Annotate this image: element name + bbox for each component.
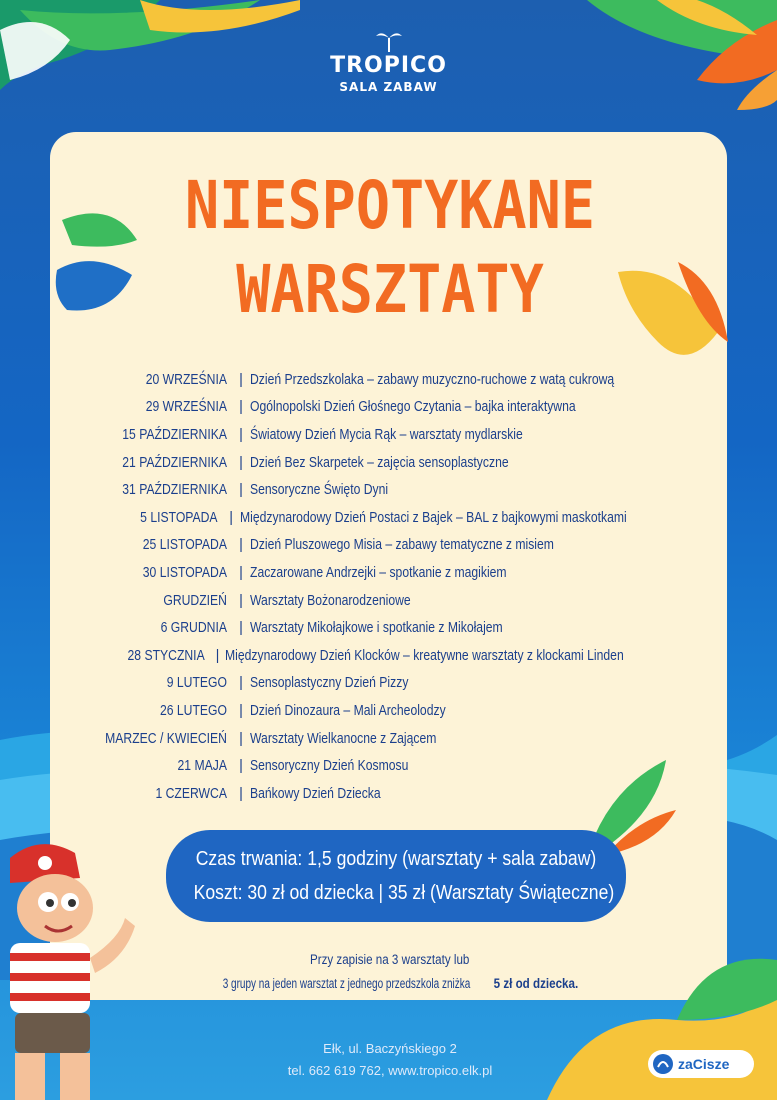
schedule-separator: | [239,537,243,554]
schedule-row [60,559,700,587]
schedule-date: 6 GRUDNIA [160,620,227,637]
schedule-date: 25 LISTOPADA [142,537,227,554]
schedule-row [60,642,700,670]
schedule-row [60,752,700,780]
schedule-row [60,366,700,394]
schedule-date: 1 CZERWCA [155,785,227,802]
schedule-event: Dzień Dinozaura – Mali Archeolodzy [250,702,446,719]
schedule-row [60,394,700,422]
schedule-date: GRUDZIEŃ [163,592,227,609]
schedule-event: Ogólnopolski Dzień Głośnego Czytania – bajka interaktywna [250,399,576,416]
schedule-row [60,697,700,725]
schedule-separator: | [239,482,243,499]
sponsor-name: zaCisze [678,1056,730,1072]
workshop-schedule [60,366,700,808]
schedule-separator: | [239,454,243,471]
duration-text: Czas trwania: 1,5 godziny (warsztaty + sala zabaw) [195,848,597,870]
schedule-event: Dzień Pluszowego Misia – zabawy tematyczne z misiem [250,537,554,554]
brand-name: TROPICO [330,53,447,78]
schedule-date: 21 MAJA [177,758,227,775]
monstera-leaf-decoration [52,200,142,330]
promo-discount: 5 zł od dziecka. [493,976,578,991]
schedule-separator: | [239,758,243,775]
schedule-separator: | [239,675,243,692]
schedule-event: Warsztaty Wielkanocne z Zającem [250,730,437,747]
schedule-date: MARZEC / KWIECIEŃ [105,730,227,747]
contact-text: tel. 662 619 762, www.tropico.elk.pl [287,1063,493,1078]
schedule-row [60,670,700,698]
schedule-separator: | [239,371,243,388]
schedule-event: Międzynarodowy Dzień Postaci z Bajek – BAL z bajkowymi maskotkami [239,509,627,526]
schedule-event: Dzień Przedszkolaka – zabawy muzyczno-ruchowe z watą cukrową [250,371,615,388]
schedule-date: 15 PAŹDZIERNIKA [122,426,227,443]
schedule-date: 31 PAŹDZIERNIKA [122,482,227,499]
schedule-event: Dzień Bez Skarpetek – zajęcia sensoplastyczne [250,454,509,471]
palm-tree-icon [374,30,404,52]
schedule-separator: | [215,647,220,664]
brand-logo [0,30,777,94]
brand-subtitle: SALA ZABAW [339,80,438,94]
schedule-separator: | [239,592,243,609]
schedule-row [60,421,700,449]
schedule-row [60,476,700,504]
schedule-event: Warsztaty Bożonarodzeniowe [250,592,411,609]
schedule-event: Sensoryczne Święto Dyni [250,482,389,499]
address-text: Ełk, ul. Baczyńskiego 2 [323,1041,457,1056]
schedule-row [60,449,700,477]
info-bubble [166,830,626,922]
schedule-event: Światowy Dzień Mycia Rąk – warsztaty mydlarskie [250,426,523,443]
schedule-row [60,532,700,560]
schedule-row [60,587,700,615]
cost-text: Koszt: 30 zł od dziecka | 35 zł (Warsztaty Świąteczne) [193,882,615,904]
schedule-date: 20 WRZEŚNIA [145,371,227,388]
schedule-row [60,614,700,642]
schedule-row [60,780,700,808]
schedule-separator: | [229,509,233,526]
schedule-event: Międzynarodowy Dzień Klocków – kreatywne warsztaty z klockami Linden [225,647,625,664]
sponsor-logo [648,1050,754,1078]
promo-line1 [130,952,650,967]
schedule-date: 9 LUTEGO [166,675,227,692]
promo-text-2: 3 grupy na jeden warsztat z jednego przedszkola zniżka [222,976,470,991]
pirate-child-illustration [0,838,160,1100]
schedule-event: Sensoryczny Dzień Kosmosu [250,758,409,775]
schedule-separator: | [239,426,243,443]
schedule-row [60,504,700,532]
schedule-separator: | [239,564,243,581]
schedule-event: Sensoplastyczny Dzień Pizzy [250,675,409,692]
sponsor-emblem-icon [652,1053,674,1075]
promo-line2 [130,976,650,991]
schedule-separator: | [239,702,243,719]
schedule-separator: | [239,620,243,637]
poster-title-line2: WARSZTATY [236,251,544,328]
poster-title-line1: NIESPOTYKANE [184,167,596,244]
schedule-row [60,725,700,753]
schedule-date: 26 LUTEGO [159,702,227,719]
schedule-date: 28 STYCZNIA [127,647,205,664]
schedule-separator: | [239,785,243,802]
promo-text-1: Przy zapisie na 3 warsztaty lub [310,952,470,967]
schedule-date: 30 LISTOPADA [142,564,227,581]
schedule-event: Bańkowy Dzień Dziecka [250,785,381,802]
schedule-separator: | [239,399,243,416]
schedule-date: 29 WRZEŚNIA [145,399,227,416]
yellow-leaf-decoration [618,262,728,382]
schedule-date: 5 LISTOPADA [140,509,218,526]
schedule-date: 21 PAŹDZIERNIKA [122,454,227,471]
schedule-event: Warsztaty Mikołajkowe i spotkanie z Mikołajem [250,620,503,637]
schedule-event: Zaczarowane Andrzejki – spotkanie z magikiem [250,564,507,581]
schedule-separator: | [239,730,243,747]
